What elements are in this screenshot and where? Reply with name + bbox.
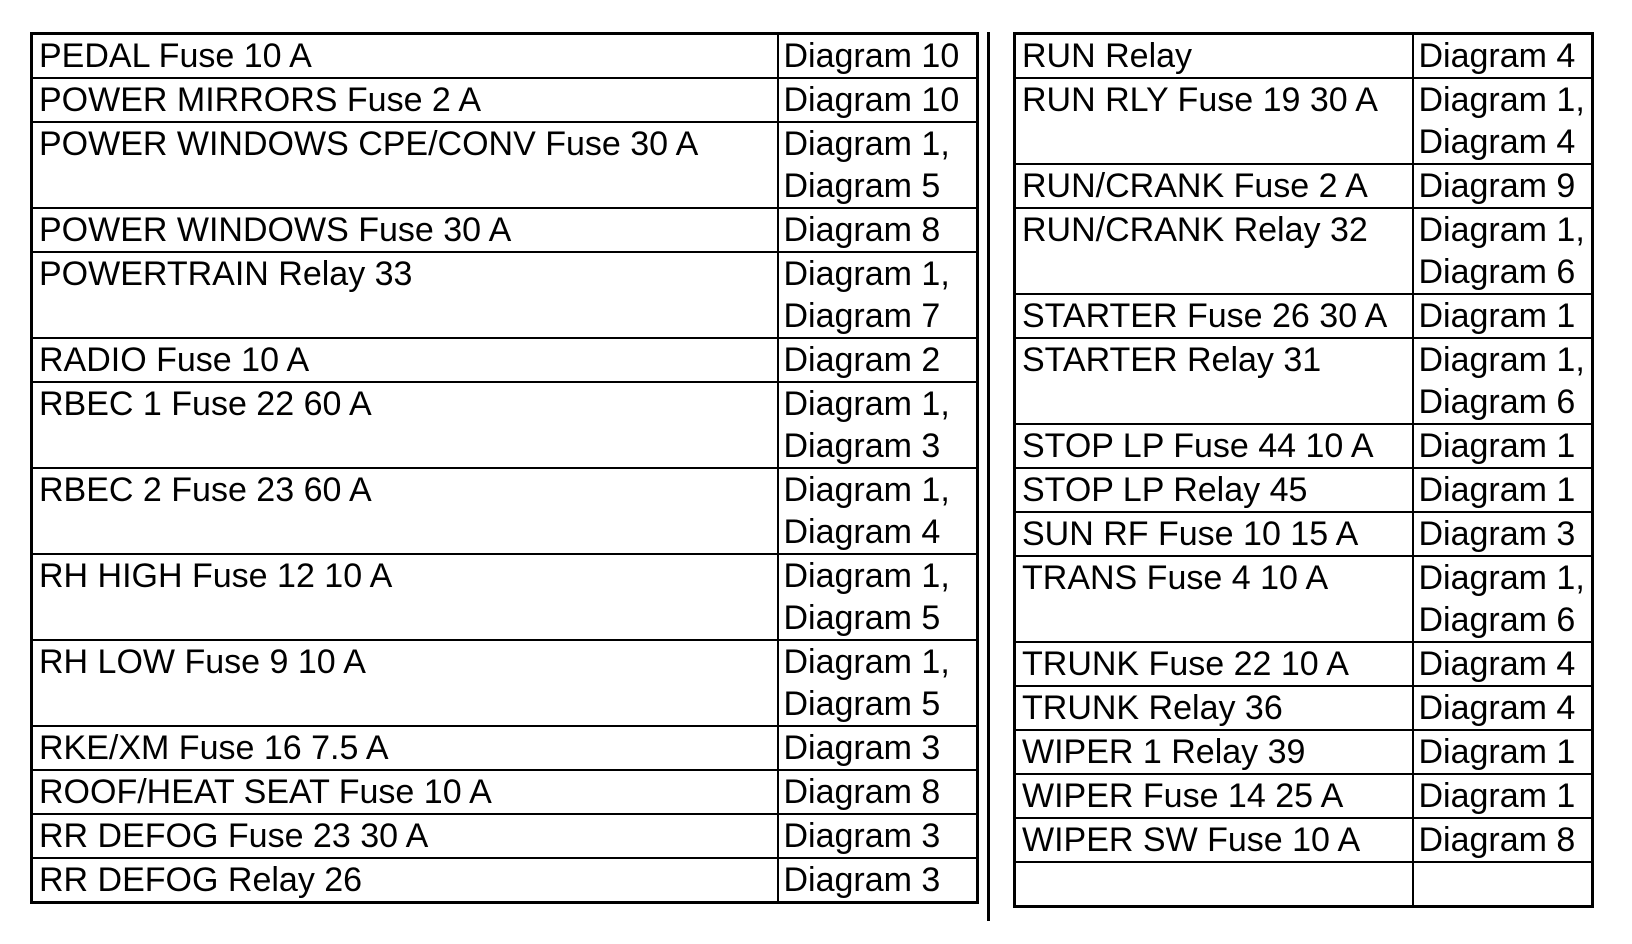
diagram-ref: Diagram 3: [783, 861, 941, 899]
diagram-ref: Diagram 4: [1418, 689, 1576, 727]
item-label: RBEC 2 Fuse 23 60 A: [39, 471, 372, 509]
item-cell: [1015, 862, 1413, 907]
item-label: WIPER Fuse 14 25 A: [1022, 777, 1344, 815]
table-row: [1015, 774, 1593, 818]
diagram-ref-cell: [778, 208, 978, 252]
diagram-ref: Diagram 9: [1418, 167, 1576, 205]
item-cell: [1015, 164, 1413, 208]
item-label: POWER WINDOWS Fuse 30 A: [39, 211, 512, 249]
table-row: [32, 252, 978, 338]
item-label: RR DEFOG Fuse 23 30 A: [39, 817, 429, 855]
item-label: SUN RF Fuse 10 15 A: [1022, 515, 1359, 553]
table-body-right: [1015, 34, 1593, 907]
diagram-ref-cell: [1413, 686, 1593, 730]
item-label: RADIO Fuse 10 A: [39, 341, 310, 379]
table-row: [32, 726, 978, 770]
item-cell: [1015, 424, 1413, 468]
item-cell: [32, 640, 778, 726]
item-cell: [1015, 818, 1413, 862]
item-cell: [1015, 774, 1413, 818]
table-row: [32, 554, 978, 640]
item-cell: [1015, 294, 1413, 338]
diagram-ref: Diagram 1,: [783, 385, 950, 423]
item-cell: [32, 858, 778, 903]
diagram-ref: Diagram 1: [1418, 297, 1576, 335]
item-label: WIPER 1 Relay 39: [1022, 733, 1306, 771]
item-label: STOP LP Fuse 44 10 A: [1022, 427, 1374, 465]
diagram-ref-cell: [1413, 774, 1593, 818]
item-cell: [1015, 642, 1413, 686]
diagram-ref-cell: [1413, 424, 1593, 468]
diagram-ref: Diagram 6: [1418, 601, 1576, 639]
item-label: TRANS Fuse 4 10 A: [1022, 559, 1329, 597]
diagram-ref: Diagram 3: [1418, 515, 1576, 553]
diagram-ref: Diagram 1,: [1418, 81, 1585, 119]
table-row: [1015, 424, 1593, 468]
item-label: TRUNK Fuse 22 10 A: [1022, 645, 1349, 683]
diagram-ref-cell: [778, 122, 978, 208]
diagram-ref: Diagram 1,: [783, 255, 950, 293]
table-row: [32, 382, 978, 468]
diagram-ref: Diagram 1,: [783, 557, 950, 595]
diagram-ref: Diagram 8: [1418, 821, 1576, 859]
diagram-ref-cell: [1413, 730, 1593, 774]
diagram-ref: Diagram 4: [1418, 645, 1576, 683]
item-label: TRUNK Relay 36: [1022, 689, 1283, 727]
diagram-ref: Diagram 1: [1418, 777, 1576, 815]
diagram-ref-cell: [778, 814, 978, 858]
diagram-ref: Diagram 10: [783, 37, 960, 75]
diagram-ref: Diagram 10: [783, 81, 960, 119]
item-cell: [32, 468, 778, 554]
table-row: [32, 338, 978, 382]
table-row: [1015, 642, 1593, 686]
item-label: PEDAL Fuse 10 A: [39, 37, 312, 75]
table-row: [1015, 862, 1593, 907]
item-label: STOP LP Relay 45: [1022, 471, 1308, 509]
table-row: [32, 208, 978, 252]
diagram-ref-cell: [1413, 468, 1593, 512]
table-row: [1015, 686, 1593, 730]
item-label: RR DEFOG Relay 26: [39, 861, 363, 899]
diagram-ref: Diagram 8: [783, 773, 941, 811]
table-row: [1015, 294, 1593, 338]
item-label: RH LOW Fuse 9 10 A: [39, 643, 366, 681]
diagram-ref: Diagram 3: [783, 729, 941, 767]
diagram-ref: Diagram 6: [1418, 383, 1576, 421]
diagram-ref: Diagram 7: [783, 297, 941, 335]
table-row: [32, 122, 978, 208]
item-label: STARTER Relay 31: [1022, 341, 1322, 379]
diagram-ref-cell: [778, 770, 978, 814]
table-row: [1015, 730, 1593, 774]
item-cell: [1015, 686, 1413, 730]
diagram-ref: Diagram 2: [783, 341, 941, 379]
diagram-ref-cell: [1413, 34, 1593, 79]
item-label: RUN RLY Fuse 19 30 A: [1022, 81, 1378, 119]
table-row: [32, 814, 978, 858]
table-row: [1015, 818, 1593, 862]
diagram-ref-cell: [778, 726, 978, 770]
diagram-ref: Diagram 4: [1418, 123, 1576, 161]
diagram-ref-cell: [1413, 78, 1593, 164]
item-label: RH HIGH Fuse 12 10 A: [39, 557, 393, 595]
item-cell: [32, 78, 778, 122]
diagram-ref: Diagram 1,: [783, 643, 950, 681]
diagram-ref: Diagram 1,: [783, 125, 950, 163]
table-row: [1015, 164, 1593, 208]
item-label: [1022, 863, 1412, 905]
table-row: [32, 78, 978, 122]
diagram-ref-cell: [1413, 862, 1593, 907]
diagram-ref: [1419, 863, 1592, 905]
item-label: RBEC 1 Fuse 22 60 A: [39, 385, 372, 423]
item-cell: [1015, 78, 1413, 164]
item-cell: [1015, 730, 1413, 774]
item-cell: [1015, 34, 1413, 79]
diagram-ref-cell: [778, 78, 978, 122]
diagram-ref-cell: [778, 338, 978, 382]
diagram-ref: Diagram 3: [783, 817, 941, 855]
diagram-ref-cell: [778, 640, 978, 726]
diagram-ref: Diagram 6: [1418, 253, 1576, 291]
table-row: [32, 34, 978, 79]
item-label: WIPER SW Fuse 10 A: [1022, 821, 1361, 859]
diagram-ref: Diagram 1,: [1418, 211, 1585, 249]
table-row: [1015, 512, 1593, 556]
item-cell: [32, 382, 778, 468]
item-cell: [32, 554, 778, 640]
table-row: [1015, 208, 1593, 294]
item-label: RUN/CRANK Relay 32: [1022, 211, 1368, 249]
item-cell: [1015, 338, 1413, 424]
diagram-ref-cell: [778, 858, 978, 903]
item-cell: [32, 252, 778, 338]
item-cell: [1015, 512, 1413, 556]
item-cell: [1015, 208, 1413, 294]
fuse-index-table-left: [30, 32, 979, 904]
diagram-ref: Diagram 4: [783, 513, 941, 551]
item-cell: [1015, 556, 1413, 642]
diagram-ref-cell: [1413, 294, 1593, 338]
table-row: [32, 858, 978, 903]
diagram-ref-cell: [1413, 818, 1593, 862]
diagram-ref-cell: [1413, 556, 1593, 642]
item-label: STARTER Fuse 26 30 A: [1022, 297, 1388, 335]
item-label: RKE/XM Fuse 16 7.5 A: [39, 729, 389, 767]
table-row: [32, 770, 978, 814]
table-row: [1015, 78, 1593, 164]
diagram-ref: Diagram 5: [783, 167, 941, 205]
fuse-index-table-right: [1013, 32, 1594, 908]
diagram-ref: Diagram 5: [783, 599, 941, 637]
item-label: ROOF/HEAT SEAT Fuse 10 A: [39, 773, 492, 811]
diagram-ref-cell: [778, 468, 978, 554]
item-cell: [32, 726, 778, 770]
diagram-ref: Diagram 5: [783, 685, 941, 723]
item-cell: [32, 770, 778, 814]
table-row: [1015, 468, 1593, 512]
diagram-ref-cell: [778, 382, 978, 468]
item-label: RUN Relay: [1022, 37, 1193, 75]
item-label: POWER MIRRORS Fuse 2 A: [39, 81, 482, 119]
diagram-ref: Diagram 1: [1418, 427, 1576, 465]
diagram-ref: Diagram 4: [1418, 37, 1576, 75]
table-row: [32, 640, 978, 726]
diagram-ref-cell: [1413, 208, 1593, 294]
item-cell: [1015, 468, 1413, 512]
diagram-ref: Diagram 1,: [783, 471, 950, 509]
table-row: [1015, 556, 1593, 642]
item-cell: [32, 338, 778, 382]
diagram-ref: Diagram 8: [783, 211, 941, 249]
diagram-ref-cell: [1413, 512, 1593, 556]
diagram-ref-cell: [1413, 338, 1593, 424]
item-cell: [32, 208, 778, 252]
item-label: POWERTRAIN Relay 33: [39, 255, 413, 293]
diagram-ref-cell: [778, 252, 978, 338]
diagram-ref-cell: [1413, 164, 1593, 208]
item-label: RUN/CRANK Fuse 2 A: [1022, 167, 1368, 205]
table-row: [32, 468, 978, 554]
diagram-ref: Diagram 1: [1418, 471, 1576, 509]
diagram-ref: Diagram 3: [783, 427, 941, 465]
table-row: [1015, 338, 1593, 424]
item-cell: [32, 122, 778, 208]
diagram-ref: Diagram 1,: [1418, 341, 1585, 379]
table-row: [1015, 34, 1593, 79]
diagram-ref: Diagram 1: [1418, 733, 1576, 771]
column-gap-divider: [987, 32, 990, 921]
diagram-ref: Diagram 1,: [1418, 559, 1585, 597]
item-cell: [32, 814, 778, 858]
diagram-ref-cell: [1413, 642, 1593, 686]
diagram-ref-cell: [778, 34, 978, 79]
table-body-left: [32, 34, 978, 903]
item-cell: [32, 34, 778, 79]
item-label: POWER WINDOWS CPE/CONV Fuse 30 A: [39, 125, 699, 163]
diagram-ref-cell: [778, 554, 978, 640]
